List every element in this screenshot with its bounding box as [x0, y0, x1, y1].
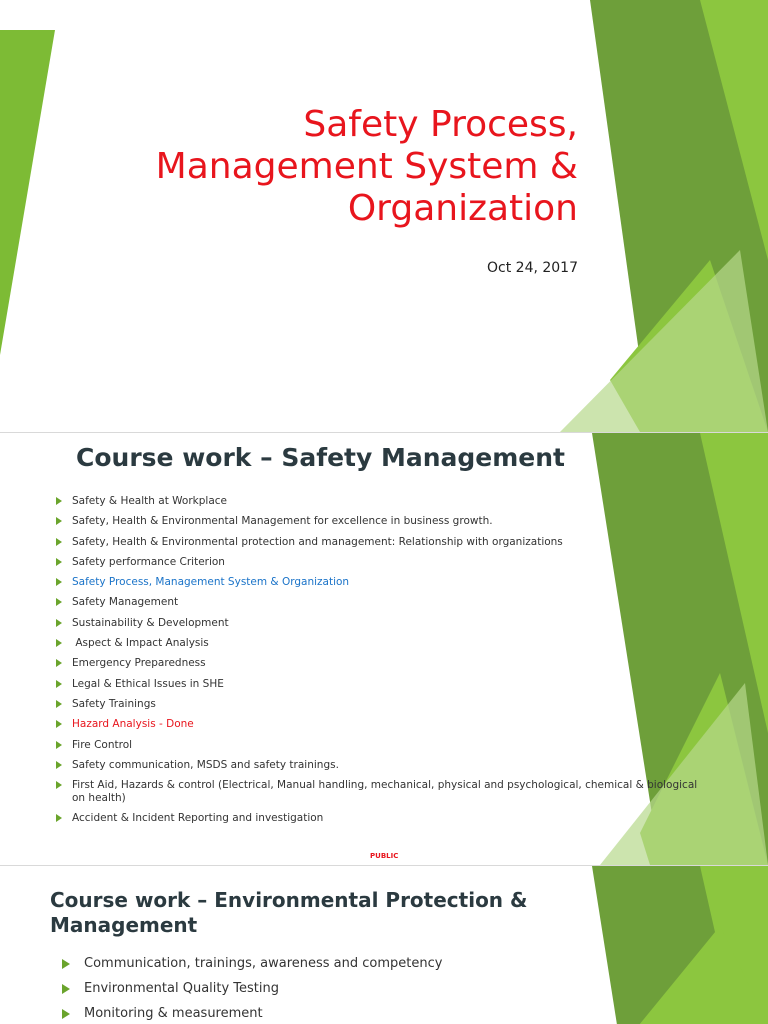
- bullet-triangle-icon: [62, 984, 70, 994]
- presentation-date: Oct 24, 2017: [487, 260, 578, 276]
- list-item: [56, 779, 706, 805]
- list-item-text: Environmental Quality Testing: [84, 981, 280, 996]
- list-item-text: Legal & Ethical Issues in SHE: [72, 677, 224, 690]
- bullet-triangle-icon: [56, 517, 62, 525]
- list-item-text: Accident & Incident Reporting and investigation: [72, 812, 324, 825]
- bullet-triangle-icon: [56, 761, 62, 769]
- list-item-text: Sustainability & Development: [72, 616, 229, 629]
- list-item: [56, 515, 706, 528]
- list-item: [56, 617, 706, 630]
- list-item: [56, 698, 706, 711]
- course-topic-list: [56, 495, 706, 833]
- title-slide: [0, 0, 768, 432]
- bullet-triangle-icon: [56, 497, 62, 505]
- bullet-triangle-icon: [56, 558, 62, 566]
- list-item: [56, 759, 706, 772]
- bullet-triangle-icon: [56, 619, 62, 627]
- list-item-text: Hazard Analysis - Done: [72, 718, 194, 731]
- list-item-text: First Aid, Hazards & control (Electrical, Manual handling, mechanical, physical and psychological, chemical & biological on health): [72, 779, 698, 805]
- list-item: [56, 556, 706, 569]
- bullet-triangle-icon: [56, 639, 62, 647]
- bullet-triangle-icon: [56, 741, 62, 749]
- bullet-triangle-icon: [56, 659, 62, 667]
- list-item: [56, 536, 706, 549]
- list-item-text: Safety & Health at Workplace: [72, 495, 227, 507]
- bullet-triangle-icon: [56, 720, 62, 728]
- bullet-triangle-icon: [56, 814, 62, 822]
- left-green-triangle: [0, 30, 55, 355]
- list-item-text: Communication, trainings, awareness and competency: [84, 956, 443, 971]
- list-item-text: Safety Trainings: [72, 697, 156, 710]
- list-item-text: Emergency Preparedness: [72, 657, 206, 670]
- list-item-text: Monitoring & measurement: [84, 1006, 263, 1021]
- bullet-triangle-icon: [62, 959, 70, 969]
- list-item-text: Fire Control: [72, 738, 133, 751]
- list-item: [56, 495, 706, 508]
- list-item: [56, 596, 706, 609]
- list-item-highlighted: [56, 576, 706, 589]
- presentation-title: [58, 104, 578, 230]
- slide-title: Course work – Environmental Protection & Management: [50, 888, 528, 937]
- list-item: [56, 678, 706, 691]
- list-item-text: Safety, Health & Environmental protection and management: Relationship with organizations: [72, 535, 563, 548]
- classification-label: PUBLIC: [370, 852, 399, 860]
- list-item-text: Safety, Health & Environmental Management for excellence in business growth.: [72, 515, 493, 528]
- list-item-text: Safety communication, MSDS and safety trainings.: [72, 758, 339, 771]
- bullet-triangle-icon: [56, 680, 62, 688]
- list-item: [56, 812, 706, 825]
- list-item-done: [56, 718, 706, 731]
- bullet-triangle-icon: [62, 1009, 70, 1019]
- bullet-triangle-icon: [56, 700, 62, 708]
- list-item-text: Safety performance Criterion: [72, 555, 225, 568]
- slide-title: Course work – Safety Management: [76, 443, 566, 472]
- list-item-text: Safety Management: [72, 596, 179, 609]
- list-item-text: Safety Process, Management System & Organization: [72, 576, 350, 589]
- list-item: [56, 637, 706, 650]
- bullet-triangle-icon: [56, 781, 62, 789]
- title-line: Safety Process,: [303, 104, 578, 145]
- course-work-slide: [0, 433, 768, 865]
- list-item: [62, 956, 442, 972]
- list-item: [62, 981, 442, 997]
- title-line: Organization: [347, 188, 578, 229]
- list-item: [56, 657, 706, 670]
- course-topic-list: [62, 956, 442, 1024]
- bullet-triangle-icon: [56, 578, 62, 586]
- list-item: [56, 739, 706, 752]
- bullet-triangle-icon: [56, 598, 62, 606]
- title-line: Management System &: [155, 146, 578, 187]
- bullet-triangle-icon: [56, 538, 62, 546]
- environment-course-slide: [0, 866, 768, 1024]
- list-item: [62, 1006, 442, 1022]
- list-item-text: Aspect & Impact Analysis: [72, 637, 209, 650]
